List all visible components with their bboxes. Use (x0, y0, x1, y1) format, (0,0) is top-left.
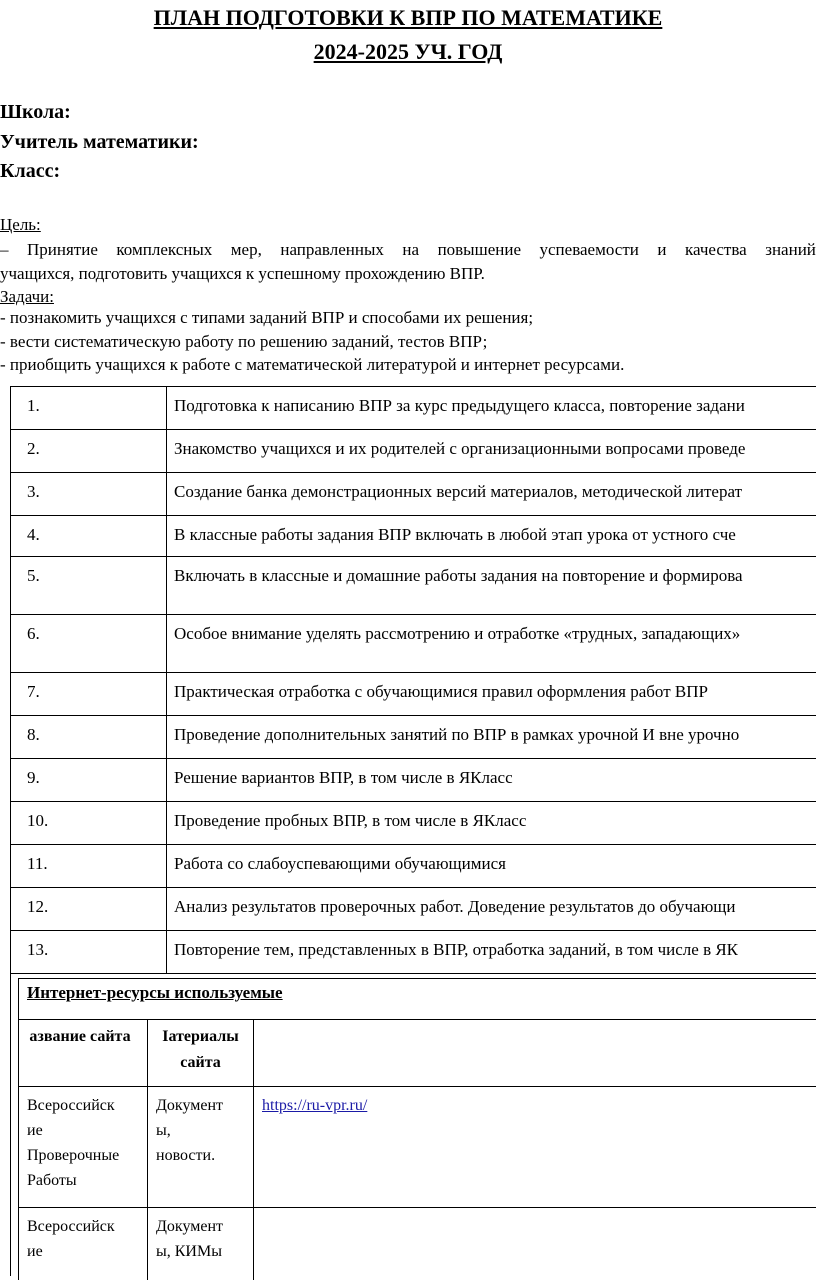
plan-row-number: 12. (27, 897, 49, 916)
resource-materials (147, 1087, 269, 1207)
resource-link-cell (253, 1087, 816, 1207)
materials-line: Документ (156, 1218, 224, 1235)
plan-row-number: 10. (27, 811, 49, 830)
col-materials-header (147, 1020, 253, 1086)
plan-row-text: Подготовка к написанию ВПР за курс предыдущего класса, повторение задани (174, 396, 745, 415)
goal-word: мер, (230, 240, 262, 259)
plan-row (11, 716, 816, 759)
site-name-line: ие (27, 1122, 43, 1139)
plan-row-number: 11. (27, 854, 48, 873)
materials-line: Документ (156, 1097, 224, 1114)
resource-site-name (19, 1087, 163, 1199)
plan-row-number: 5. (27, 566, 40, 585)
plan-row (11, 845, 816, 888)
resources-heading-row (19, 979, 816, 1020)
materials-line: новости. (156, 1147, 216, 1164)
plan-row-text: Включать в классные и домашние работы задания на повторение и формирова (174, 566, 743, 585)
task-item: - приобщить учащихся к работе с математической литературой и интернет ресурсами. (0, 355, 625, 374)
plan-row-text: Повторение тем, представленных в ВПР, отработка заданий, в том числе в ЯК (174, 940, 739, 959)
plan-row-text: Решение вариантов ВПР, в том числе в ЯКласс (174, 768, 513, 787)
plan-row (11, 430, 816, 473)
resource-link[interactable]: https://ru-vpr.ru/ (262, 1097, 368, 1114)
plan-row-number: 8. (27, 725, 40, 744)
goal-label: Цель: (0, 215, 41, 234)
plan-row-number: 7. (27, 682, 40, 701)
plan-row (11, 759, 816, 802)
col-materials-header-line: сайта (180, 1054, 221, 1071)
plan-row-number: 6. (27, 624, 40, 643)
task-item: - вести систематическую работу по решению заданий, тестов ВПР; (0, 332, 488, 351)
class-label: Класс: (0, 160, 61, 182)
plan-row-number: 13. (27, 940, 49, 959)
plan-row (11, 802, 816, 845)
goal-word: – (0, 240, 9, 259)
plan-row-number: 9. (27, 768, 40, 787)
plan-row-text: Проведение дополнительных занятий по ВПР в рамках урочной И вне урочно (174, 725, 740, 744)
plan-row-text: Работа со слабоуспевающими обучающимися (174, 854, 506, 873)
goal-word: Принятие (27, 240, 98, 259)
plan-row (11, 387, 816, 430)
resource-link-cell (253, 1208, 816, 1280)
site-name-line: ие (27, 1243, 43, 1260)
goal-word: и (657, 240, 667, 259)
plan-table (10, 386, 816, 974)
materials-line: ы, КИМы (156, 1243, 222, 1260)
resource-row (19, 1208, 816, 1280)
resources-heading: Интернет-ресурсы используемые (27, 983, 283, 1002)
plan-row-number: 1. (27, 396, 40, 415)
plan-row (11, 931, 816, 974)
plan-row (11, 557, 816, 615)
plan-row-text: Создание банка демонстрационных версий материалов, методической литерат (174, 482, 743, 501)
site-name-line: Всероссийск (27, 1097, 115, 1114)
goal-word: качества (685, 240, 747, 259)
goal-line-1 (0, 238, 816, 262)
plan-row-text: Знакомство учащихся и их родителей с организационными вопросами проведе (174, 439, 746, 458)
page-subtitle-year: 2024-2025 УЧ. ГОД (313, 39, 503, 64)
teacher-label: Учитель математики: (0, 131, 199, 153)
resource-materials (147, 1208, 269, 1280)
goal-word: направленных (280, 240, 384, 259)
plan-row-text: В классные работы задания ВПР включать в любой этап урока от устного сче (174, 525, 736, 544)
goal-text (0, 238, 816, 286)
goal-word: на (402, 240, 420, 259)
col-site-name-header: азвание сайта (29, 1028, 131, 1045)
goal-word: повышение (437, 240, 521, 259)
tasks-label: Задачи: (0, 287, 54, 306)
goal-word: знаний (765, 240, 816, 259)
school-label: Школа: (0, 101, 71, 123)
plan-row (11, 516, 816, 557)
plan-row (11, 888, 816, 931)
resources-table (18, 978, 816, 1280)
site-name-line: Проверочные (27, 1147, 120, 1164)
plan-row-text: Анализ результатов проверочных работ. Доведение результатов до обучающи (174, 897, 736, 916)
task-item: - познакомить учащихся с типами заданий ВПР и способами их решения; (0, 308, 534, 327)
plan-row-number: 4. (27, 525, 40, 544)
resource-row (19, 1087, 816, 1208)
plan-row-text: Практическая отработка с обучающимися правил оформления работ ВПР (174, 682, 708, 701)
plan-row-number: 2. (27, 439, 40, 458)
resource-site-name (19, 1208, 163, 1270)
col-materials-header-line: Іатериалы (162, 1028, 239, 1045)
resources-header-row (19, 1020, 816, 1087)
materials-line: ы, (156, 1122, 171, 1139)
goal-word: успеваемости (539, 240, 639, 259)
plan-row-number: 3. (27, 482, 40, 501)
plan-row (11, 473, 816, 516)
col-link-header (253, 1020, 816, 1086)
goal-word: комплексных (116, 240, 213, 259)
site-name-line: Работы (27, 1172, 77, 1189)
plan-row-text: Особое внимание уделять рассмотрению и отработке «трудных, западающих» (174, 624, 741, 643)
plan-row (11, 673, 816, 716)
site-name-line: Всероссийск (27, 1218, 115, 1235)
plan-row (11, 615, 816, 673)
plan-row-text: Проведение пробных ВПР, в том числе в ЯКласс (174, 811, 527, 830)
page-title: ПЛАН ПОДГОТОВКИ К ВПР ПО МАТЕМАТИКЕ (153, 5, 663, 30)
goal-line-2: учащихся, подготовить учащихся к успешному прохождению ВПР. (0, 264, 485, 283)
